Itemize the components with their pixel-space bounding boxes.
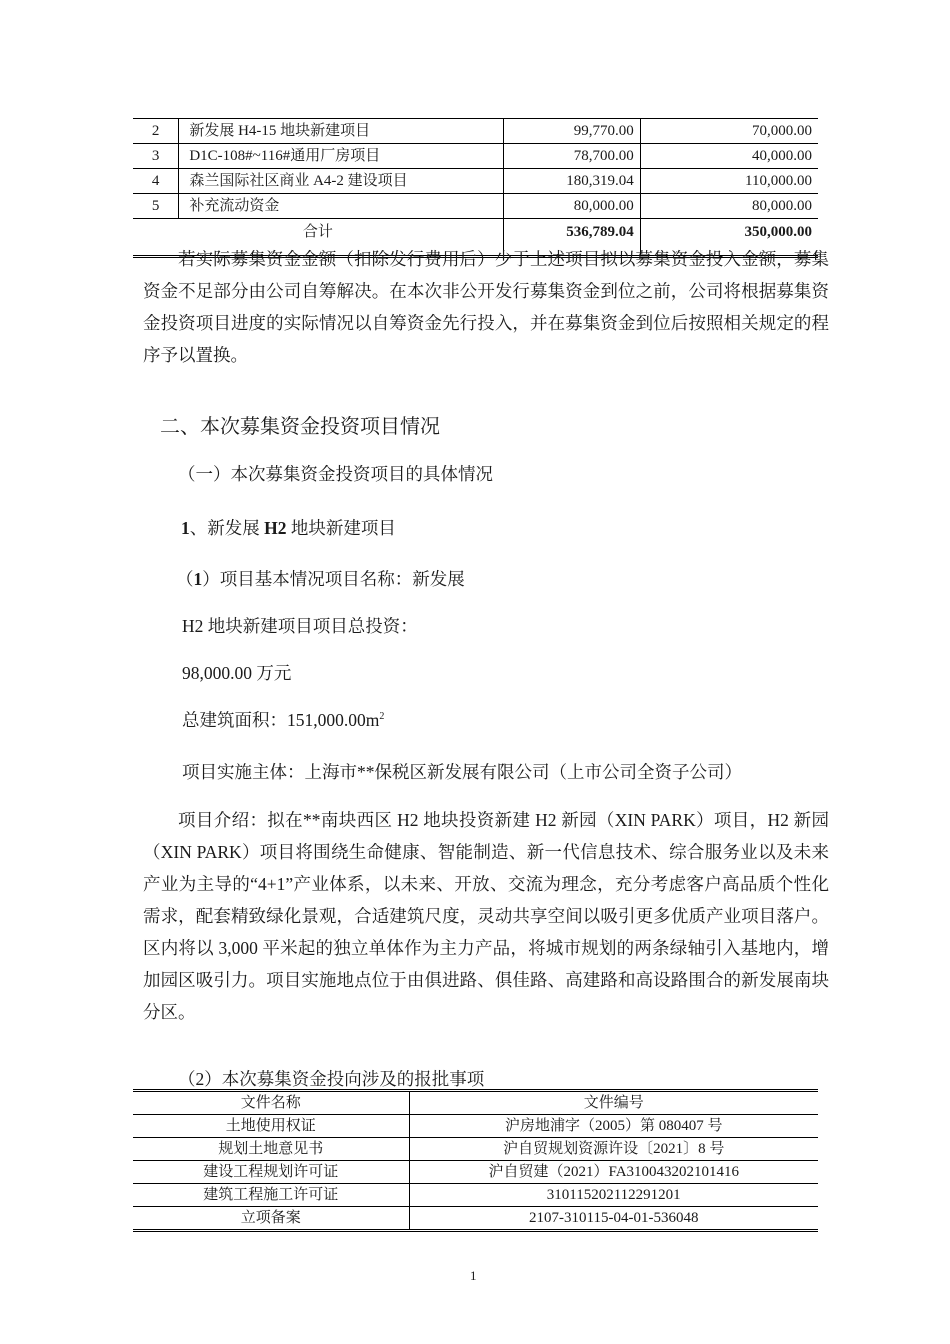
document-name: 规划土地意见书	[133, 1138, 409, 1161]
document-number: 沪自贸规划资源许设〔2021〕8 号	[409, 1138, 818, 1161]
table-row	[133, 144, 818, 169]
section-heading: 二、本次募集资金投资项目情况	[160, 416, 440, 438]
raised-funds: 80,000.00	[752, 198, 812, 214]
header-document-number: 文件编号	[409, 1091, 818, 1115]
table-row	[133, 1138, 818, 1161]
total-investment: 78,700.00	[503, 144, 640, 169]
document-number: 沪房地浦字（2005）第 080407 号	[409, 1115, 818, 1138]
project-number: 1	[181, 518, 190, 538]
item1-heading	[176, 566, 465, 591]
project-name: D1C-108#~116#通用厂房项目	[179, 144, 503, 169]
table-row	[133, 194, 818, 219]
document-name: 建设工程规划许可证	[133, 1161, 409, 1184]
subsection-heading: （一）本次募集资金投资项目的具体情况	[178, 464, 493, 484]
raised-funds: 70,000.00	[752, 123, 812, 139]
table-row	[133, 119, 818, 144]
raised-funds: 110,000.00	[745, 173, 812, 189]
row-number: 3	[133, 144, 179, 169]
item1-heading-rest: ）项目基本情况项目名称：新发展	[202, 569, 465, 589]
row-number: 4	[133, 169, 179, 194]
total-investment: 180,319.04	[503, 169, 640, 194]
sum-raised-funds: 350,000.00	[744, 224, 812, 240]
approval-documents-table	[133, 1089, 818, 1232]
total-area-line	[182, 707, 384, 732]
project-name-line: H2 地块新建项目项目总投资：	[182, 616, 418, 636]
total-investment: 80,000.00	[503, 194, 640, 219]
item2-heading: （2）本次募集资金投向涉及的报批事项	[178, 1069, 485, 1089]
table-row	[133, 1184, 818, 1207]
item1-open-paren: （	[176, 569, 194, 589]
total-area-text: 总建筑面积：151,000.00m	[182, 710, 380, 730]
table-row	[133, 1161, 818, 1184]
row-number: 5	[133, 194, 179, 219]
row-number: 2	[133, 119, 179, 144]
project-heading-sep: 、新发展	[189, 518, 265, 538]
total-investment: 99,770.00	[503, 119, 640, 144]
document-name: 土地使用权证	[133, 1115, 409, 1138]
table-row	[133, 1207, 818, 1231]
table-row	[133, 1115, 818, 1138]
total-investment-line: 98,000.00 万元	[182, 663, 292, 683]
table-row	[133, 169, 818, 194]
project-name: 补充流动资金	[179, 194, 503, 219]
document-name: 立项备案	[133, 1207, 409, 1231]
project-heading	[181, 515, 396, 540]
sum-total-investment: 536,789.04	[503, 219, 640, 257]
sum-label: 合计	[133, 219, 503, 257]
table-header-row	[133, 1091, 818, 1115]
raised-funds: 40,000.00	[752, 148, 812, 164]
header-document-name: 文件名称	[133, 1091, 409, 1115]
area-superscript: 2	[379, 711, 385, 723]
project-name: 新发展 H4-15 地块新建项目	[179, 119, 503, 144]
document-number: 2107-310115-04-01-536048	[529, 1210, 699, 1226]
project-code: H2	[264, 518, 287, 538]
page-number: 1	[470, 1268, 477, 1283]
document-number: 310115202112291201	[409, 1184, 818, 1207]
document-number: 沪自贸建（2021）FA310043202101416	[409, 1161, 818, 1184]
project-intro-paragraph: 项目介绍：拟在**南块西区 H2 地块投资新建 H2 新园（XIN PARK）项目，H2 新园（XIN PARK）项目将围绕生命健康、智能制造、新一代信息技术、综合服务业以及未来产业为主导的“4+1”产业体系，以未来、开放、交流为理念，充分考虑客户高品质个性化需求，配套精致绿化景观，合适建筑尺度，灵动共享空间以吸引更多优质产业项目落户。区内将以 3,000 平米起的独立单体作为主力产品，将城市规划的两条绿轴引入基地内，增加园区吸引力。项目实施地点位于由俱进路、俱佳路、高建路和高设路围合的新发展南块分区。	[143, 810, 829, 1022]
fund-allocation-table	[133, 118, 818, 258]
implementing-entity-line: 项目实施主体：上海市**保税区新发展有限公司（上市公司全资子公司）	[182, 762, 742, 782]
project-heading-rest: 地块新建项目	[286, 518, 396, 538]
funding-shortfall-paragraph: 若实际募集资金金额（扣除发行费用后）少于上述项目拟以募集资金投入金额，募集资金不足部分由公司自筹解决。在本次非公开发行募集资金到位之前，公司将根据募集资金投资项目进度的实际情况以自筹资金先行投入，并在募集资金到位后按照相关规定的程序予以置换。	[143, 249, 829, 365]
item1-number: 1	[193, 569, 203, 589]
project-name: 森兰国际社区商业 A4-2 建设项目	[179, 169, 503, 194]
document-name: 建筑工程施工许可证	[133, 1184, 409, 1207]
